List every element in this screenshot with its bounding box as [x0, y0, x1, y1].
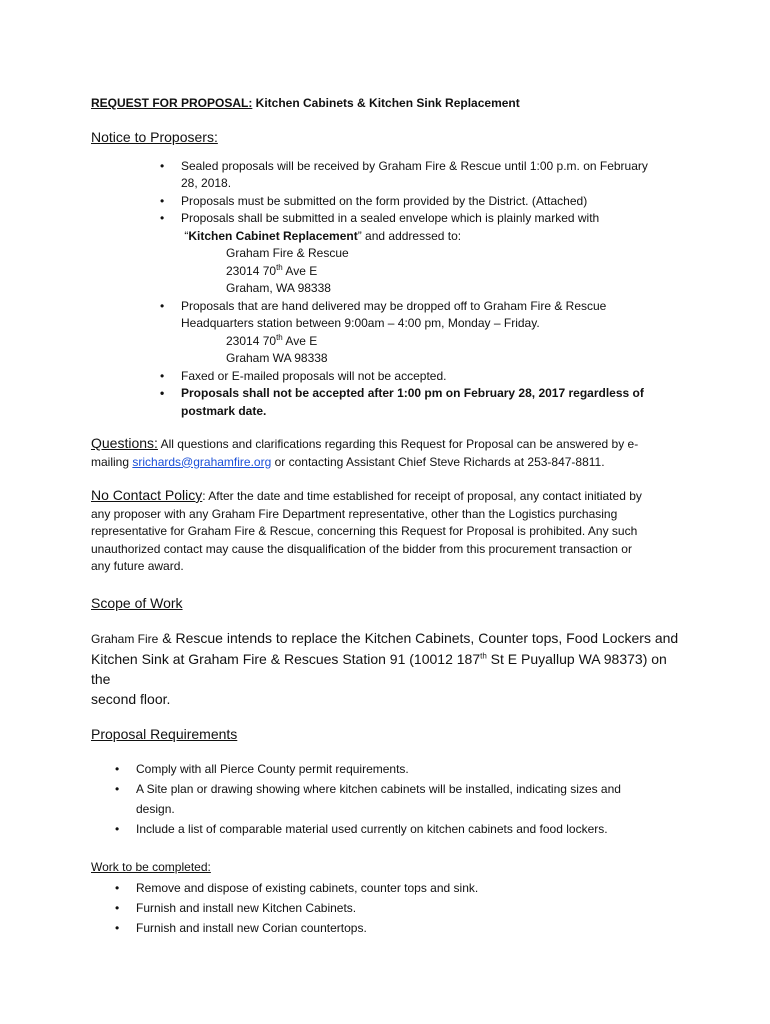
address-street: 23014 70 [226, 263, 277, 278]
notice-item-3 [160, 210, 681, 298]
address-street-end-2: Ave E [282, 333, 318, 348]
bullet-icon: • [115, 881, 120, 895]
requirement-item-2-line2: design. [136, 801, 175, 816]
scope-heading-text: Scope of Work [91, 594, 183, 611]
bullet-icon: • [160, 193, 165, 208]
no-contact-heading: No Contact Policy [91, 487, 203, 503]
bullet-icon: • [115, 761, 120, 776]
work-item-2-text: Furnish and install new Kitchen Cabinets. [136, 901, 357, 915]
address-line-4 [226, 333, 681, 351]
bullet-icon: • [160, 211, 165, 225]
email-link[interactable]: srichards@grahamfire.org [132, 454, 272, 469]
work-heading-text: Work to be completed: [91, 859, 211, 874]
notice-item-3-line1: Proposals shall be submitted in a sealed envelope which is plainly marked with [181, 211, 600, 225]
questions-text-3: or contacting Assistant Chief Steve Richards at 253-847-8811. [271, 454, 605, 469]
work-item-2 [115, 898, 681, 918]
address-sup-2: th [276, 332, 283, 342]
work-item-3 [115, 918, 681, 938]
quote-open: “ [184, 228, 189, 243]
address-sup: th [276, 262, 283, 272]
notice-item-4 [160, 298, 681, 368]
bullet-icon: • [160, 158, 165, 173]
bullet-icon: • [160, 386, 165, 400]
notice-item-6-line2: postmark date. [181, 403, 267, 418]
title-rest: Kitchen Cabinets & Kitchen Sink Replacement [252, 96, 520, 110]
notice-item-4-line1: Proposals that are hand delivered may be dropped off to Graham Fire & Rescue [181, 298, 607, 313]
address-street-end: Ave E [282, 263, 318, 278]
requirement-item-3-text: Include a list of comparable material used currently on kitchen cabinets and food lockers. [136, 821, 608, 836]
notice-item-1-line2: 28, 2018. [181, 176, 232, 190]
requirements-list [91, 759, 681, 839]
scope-line-2-end: St E Puyallup WA 98373) on the [91, 650, 667, 687]
notice-list [91, 158, 681, 421]
address-line-3: Graham, WA 98338 [226, 281, 331, 295]
work-list [91, 878, 681, 938]
notice-item-6 [160, 385, 681, 420]
address-line-5: Graham WA 98338 [226, 351, 328, 365]
notice-item-2 [160, 193, 681, 211]
document-title [91, 95, 681, 113]
address-line-2 [226, 263, 681, 281]
no-contact-line-4: unauthorized contact may cause the disqualification of the bidder from this procurement transaction or [91, 541, 632, 556]
no-contact-line-5: any future award. [91, 559, 184, 573]
questions-heading: Questions: [91, 435, 158, 451]
scope-line-1a: Graham Fire [91, 631, 159, 646]
bullet-icon: • [160, 298, 165, 313]
bullet-icon: • [115, 781, 120, 796]
notice-item-1 [160, 158, 681, 193]
scope-heading [91, 594, 681, 612]
requirement-item-1-text: Comply with all Pierce County permit requirements. [136, 761, 409, 776]
no-contact-line-3: representative for Graham Fire & Rescue, concerning this Request for Proposal is prohibited. Any such [91, 524, 638, 538]
notice-item-3-bold: Kitchen Cabinet Replacement [188, 228, 358, 243]
bullet-icon: • [115, 821, 120, 836]
requirements-heading [91, 725, 681, 743]
notice-item-4-line2: Headquarters station between 9:00am – 4:00 pm, Monday – Friday. [181, 316, 540, 330]
work-item-1-text: Remove and dispose of existing cabinets, counter tops and sink. [136, 881, 479, 895]
address-street-2: 23014 70 [226, 333, 277, 348]
title-prefix: REQUEST FOR PROPOSAL: [91, 96, 253, 110]
notice-item-1-line1: Sealed proposals will be received by Graham Fire & Rescue until 1:00 p.m. on February [181, 158, 648, 173]
notice-item-3-end: ” and addressed to: [357, 228, 462, 243]
scope-sup: th [480, 650, 487, 660]
work-heading [91, 859, 681, 877]
requirement-item-1 [115, 759, 681, 779]
notice-item-5-text: Faxed or E-mailed proposals will not be accepted. [181, 368, 447, 383]
address-block-1 [181, 245, 681, 298]
bullet-icon: • [115, 901, 120, 915]
notice-item-5 [160, 368, 681, 386]
requirement-item-2 [115, 779, 681, 819]
bullet-icon: • [160, 368, 165, 383]
notice-item-6-line1: Proposals shall not be accepted after 1:00 pm on February 28, 2017 regardless of [181, 386, 644, 400]
no-contact-section [91, 486, 681, 576]
requirement-item-2-line1: A Site plan or drawing showing where kitchen cabinets will be installed, indicating sizes and [136, 781, 621, 796]
no-contact-line-2: any proposer with any Graham Fire Department representative, other than the Logistics purchasing [91, 506, 618, 521]
questions-text-1: All questions and clarifications regarding this Request for Proposal can be answered by e- [157, 437, 639, 451]
notice-heading [91, 128, 681, 146]
bullet-icon: • [115, 921, 120, 935]
requirements-heading-text: Proposal Requirements [91, 725, 238, 742]
address-block-2 [181, 333, 681, 368]
work-item-1 [115, 878, 681, 898]
scope-paragraph [91, 628, 681, 709]
notice-heading-text: Notice to Proposers: [91, 128, 218, 145]
notice-item-2-text: Proposals must be submitted on the form provided by the District. (Attached) [181, 193, 588, 208]
scope-line-3: second floor. [91, 690, 171, 707]
scope-line-1b: & Rescue intends to replace the Kitchen Cabinets, Counter tops, Food Lockers and [158, 629, 679, 646]
requirement-item-3 [115, 819, 681, 839]
questions-section [91, 434, 681, 471]
address-line-1: Graham Fire & Rescue [226, 246, 349, 260]
no-contact-line-1: : After the date and time established for receipt of proposal, any contact initiated by [202, 489, 642, 503]
work-item-3-text: Furnish and install new Corian countertops. [136, 921, 367, 935]
document-body [91, 95, 681, 938]
scope-line-2: Kitchen Sink at Graham Fire & Rescues Station 91 (10012 187 [91, 650, 481, 667]
questions-text-2: mailing [91, 454, 133, 469]
